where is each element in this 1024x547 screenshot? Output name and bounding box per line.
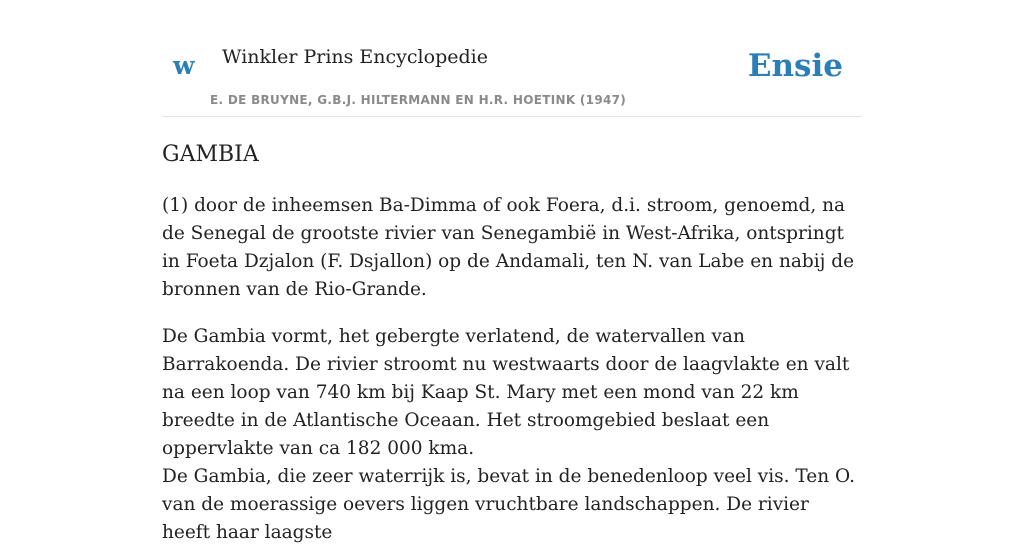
winkler-prins-logo[interactable]: w [173, 51, 195, 80]
encyclopedia-header [162, 0, 862, 117]
encyclopedia-title-link[interactable]: Winkler Prins Encyclopedie [222, 46, 488, 68]
authors-byline: E. DE BRUYNE, G.B.J. HILTERMANN EN H.R. HOETINK (1947) [210, 93, 627, 107]
article-paragraph: (1) door de inheemsen Ba-Dimma of ook Foera, d.i. stroom, genoemd, na de Senegal de grootste rivier van Senegambië in West-Afrika, ontspringt in Foeta Dzjalon (F. Dsjallon) op de Andamali, ten N. van Labe en nabij de bronnen van de Rio-Grande. [162, 195, 855, 300]
ensie-logo-link[interactable]: Ensie [747, 48, 843, 84]
article-paragraph: De Gambia, die zeer waterrijk is, bevat in de benedenloop veel vis. Ten O. van de moerassige oevers liggen vruchtbare landschappen. De rivier heeft haar laagste [162, 466, 855, 543]
article-title: GAMBIA [162, 142, 259, 167]
article [162, 140, 862, 543]
article-paragraph: De Gambia vormt, het gebergte verlatend, de watervallen van Barrakoenda. De rivier stroomt nu westwaarts door de laagvlakte en valt na een loop van 740 km bij Kaap St. Mary met een mond van 22 km breedte in de Atlantische Oceaan. Het stroomgebied beslaat een oppervlakte van ca 182 000 kma. [162, 326, 850, 459]
